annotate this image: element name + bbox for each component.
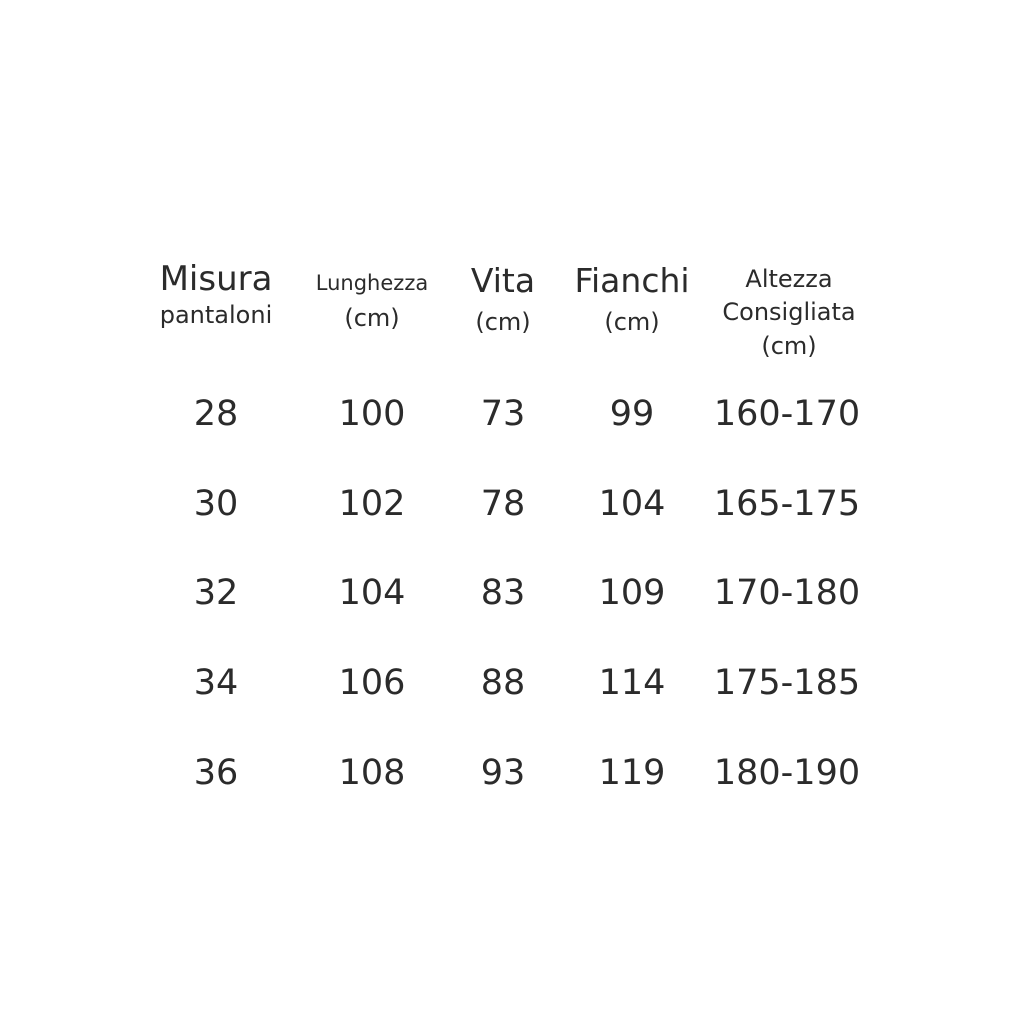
header-fianchi: [574, 260, 689, 342]
table-cell: 36: [193, 753, 239, 793]
header-line: Vita: [470, 261, 536, 300]
header-line: (cm): [604, 308, 660, 336]
header-line: pantaloni: [159, 301, 273, 329]
header-line: Misura: [159, 259, 273, 299]
header-vita: [471, 260, 535, 342]
header-misura-pantaloni: [160, 258, 273, 330]
table-row: [0, 568, 1024, 618]
header-line: (cm): [761, 332, 817, 360]
table-row: [0, 658, 1024, 708]
table-cell: 170-180: [713, 573, 861, 613]
header-line: Altezza: [745, 265, 833, 293]
table-cell: 30: [193, 484, 239, 524]
table-cell: 109: [598, 573, 666, 613]
table-cell: 73: [480, 394, 526, 434]
table-cell: 104: [338, 573, 406, 613]
header-line: Consigliata: [722, 298, 856, 326]
table-cell: 88: [480, 663, 526, 703]
table-cell: 83: [480, 573, 526, 613]
table-row: [0, 479, 1024, 529]
header-line: (cm): [344, 304, 400, 332]
table-cell: 180-190: [713, 753, 861, 793]
table-cell: 32: [193, 573, 239, 613]
table-cell: 100: [338, 394, 406, 434]
table-cell: 34: [193, 663, 239, 703]
table-cell: 175-185: [713, 663, 861, 703]
table-cell: 99: [609, 394, 655, 434]
table-cell: 104: [598, 484, 666, 524]
table-cell: 165-175: [713, 484, 861, 524]
table-cell: 160-170: [713, 394, 861, 434]
header-line: Fianchi: [574, 261, 690, 300]
table-cell: 93: [480, 753, 526, 793]
table-cell: 108: [338, 753, 406, 793]
table-cell: 102: [338, 484, 406, 524]
table-row: [0, 389, 1024, 439]
table-row: [0, 748, 1024, 798]
header-line: Lunghezza: [315, 271, 429, 295]
header-altezza-consigliata: [722, 263, 855, 363]
table-cell: 114: [598, 663, 666, 703]
table-cell: 119: [598, 753, 666, 793]
table-cell: 106: [338, 663, 406, 703]
table-cell: 28: [193, 394, 239, 434]
header-line: (cm): [475, 308, 531, 336]
table-cell: 78: [480, 484, 526, 524]
header-lunghezza: [316, 268, 428, 338]
